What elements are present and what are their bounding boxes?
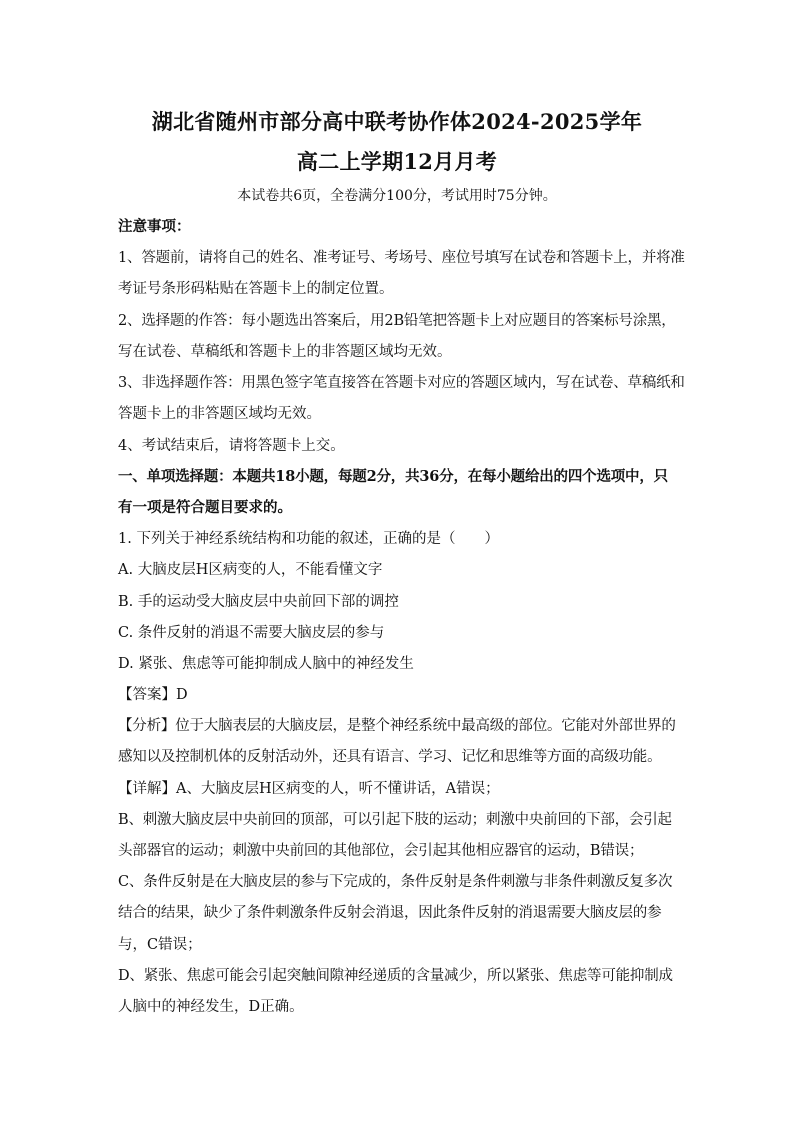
detail-b-line1: B、刺激大脑皮层中央前回的顶部，可以引起下肢的运动；刺激中央前回的下部，会引起 [118,812,672,828]
notice-item-2-line2: 写在试卷、草稿纸和答题卡上的非答题区域均无效。 [118,344,452,360]
detail-b-line2: 头部器官的运动；刺激中央前回的其他部位，会引起其他相应器官的运动，B错误； [118,843,644,859]
answer-label: 【答案】D [118,687,188,703]
document-title-line2: 高二上学期12月月考 [296,149,498,174]
detail-d-line1: D、紧张、焦虑可能会引起突触间隙神经递质的含量减少，所以紧张、焦虑等可能抑制成 [118,968,673,984]
notice-item-3-line2: 答题卡上的非答题区域均无效。 [118,406,321,422]
exam-info: 本试卷共6页，全卷满分100分，考试用时75分钟。 [237,188,557,204]
document-title-line1: 湖北省随州市部分高中联考协作体2024-2025学年 [151,109,643,134]
notice-item-3-line1: 3、非选择题作答：用黑色签字笔直接答在答题卡对应的答题区域内，写在试卷、草稿纸和 [118,375,685,391]
detail-c-line1: C、条件反射是在大脑皮层的参与下完成的，条件反射是条件刺激与非条件刺激反复多次 [118,874,673,890]
notice-item-4: 4、考试结束后，请将答题卡上交。 [118,438,345,454]
detail-c-line2: 结合的结果，缺少了条件刺激条件反射会消退，因此条件反射的消退需要大脑皮层的参 [118,905,662,921]
analysis-line1: 【分析】位于大脑表层的大脑皮层，是整个神经系统中最高级的部位。它能对外部世界的 [118,718,676,734]
notice-item-2-line1: 2、选择题的作答：每小题选出答案后，用2B铅笔把答题卡上对应题目的答案标号涂黑， [118,313,676,329]
section-heading-line2: 有一项是符合题目要求的。 [118,499,292,516]
detail-d-line2: 人脑中的神经发生，D正确。 [118,999,304,1015]
analysis-line2: 感知以及控制机体的反射活动外，还具有语言、学习、记忆和思维等方面的高级功能。 [118,749,662,765]
section-heading-line1: 一、单项选择题：本题共18小题，每题2分，共36分，在每小题给出的四个选项中，只 [118,468,668,485]
notice-heading: 注意事项： [118,218,191,235]
question-1-option-d: D. 紧张、焦虑等可能抑制成人脑中的神经发生 [118,656,414,672]
notice-item-1-line1: 1、答题前，请将自己的姓名、准考证号、考场号、座位号填写在试卷和答题卡上，并将准 [118,250,685,266]
question-1-stem: 1. 下列关于神经系统结构和功能的叙述，正确的是（ ） [118,531,499,547]
notice-item-1-line2: 考证号条形码粘贴在答题卡上的制定位置。 [118,281,394,297]
detail-a: 【详解】A、大脑皮层H区病变的人，听不懂讲话，A错误； [118,781,500,797]
question-1-option-b: B. 手的运动受大脑皮层中央前回下部的调控 [118,594,399,610]
question-1-option-a: A. 大脑皮层H区病变的人，不能看懂文字 [118,562,383,578]
question-1-option-c: C. 条件反射的消退不需要大脑皮层的参与 [118,625,385,641]
detail-c-line3: 与，C错误； [118,937,202,953]
